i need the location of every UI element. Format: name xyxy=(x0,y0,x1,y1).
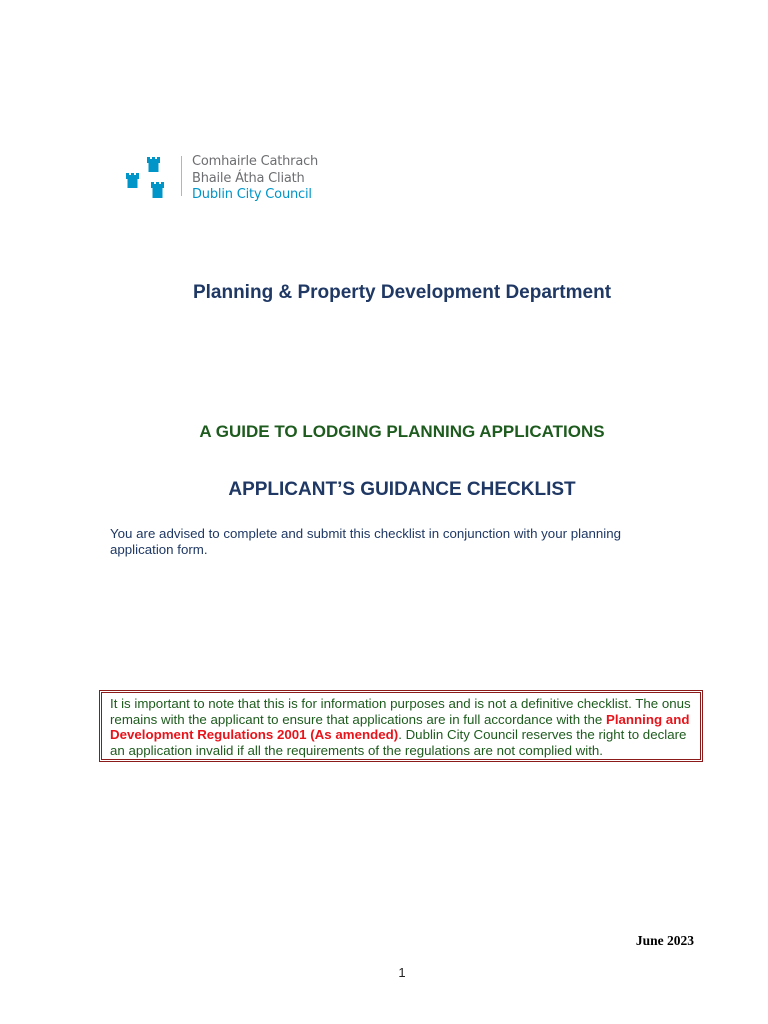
three-castles-icon xyxy=(124,152,174,204)
notice-text-part1: It is important to note that this is for information purposes and is not a definitive checklist. The onus remains with the applicant to ensure that applications are in full accordance with the xyxy=(110,696,691,727)
document-date: June 2023 xyxy=(635,933,694,948)
notice-text-part2: . Dublin City Council reserves the right to declare an application invalid if all the requirements of the regulations are not complied with. xyxy=(110,727,687,758)
advice-paragraph: You are advised to complete and submit this checklist in conjunction with your planning application form. xyxy=(110,526,621,557)
department-title: Planning & Property Development Department xyxy=(192,282,612,303)
logo-wordmark xyxy=(192,154,318,204)
logo-divider xyxy=(181,156,182,196)
logo-line-irish-2: Bhaile Átha Cliath xyxy=(192,170,305,186)
dublin-city-council-logo xyxy=(124,152,334,208)
logo-line-english: Dublin City Council xyxy=(192,187,312,202)
guide-title xyxy=(0,422,768,442)
guide-title-prefix: A xyxy=(199,422,212,441)
checklist-title: APPLICANT’S GUIDANCE CHECKLIST xyxy=(228,479,576,500)
guide-title-text: GUIDE TO LODGING PLANNING APPLICATIONS xyxy=(215,422,605,441)
notice-box xyxy=(99,690,703,762)
regulations-reference: Planning and Development Regulations 2001 (As amended) xyxy=(110,711,690,742)
notice-paragraph xyxy=(110,696,694,758)
page-number: 1 xyxy=(398,965,406,980)
logo-line-irish-1: Comhairle Cathrach xyxy=(192,154,319,169)
